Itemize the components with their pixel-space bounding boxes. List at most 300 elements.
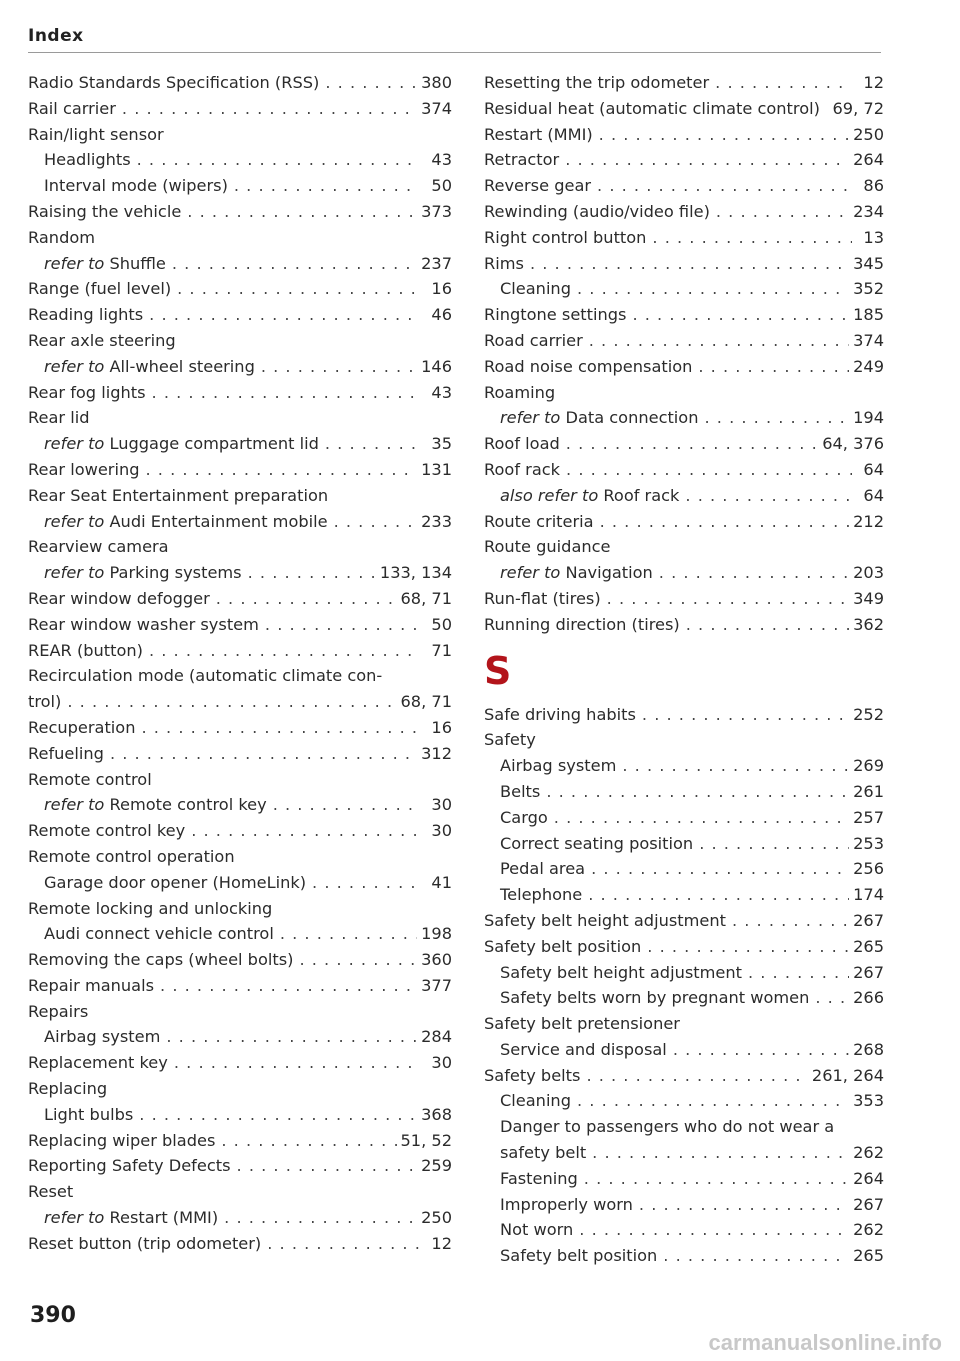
entry-text: Rear axle steering — [28, 330, 176, 350]
entry-label — [500, 805, 548, 831]
entry-label — [500, 856, 585, 882]
leader-dots — [600, 509, 850, 535]
entry-page: 185 — [853, 305, 884, 325]
leader-dots — [588, 882, 849, 908]
index-subentry — [484, 276, 884, 302]
entry-label — [44, 354, 255, 380]
entry-text: Service and disposal — [500, 1039, 667, 1059]
entry-label — [28, 1231, 261, 1257]
entry-label — [28, 328, 176, 354]
entry-page: 360 — [421, 950, 452, 970]
index-entry — [484, 96, 884, 122]
index-subentry — [484, 805, 884, 831]
entry-label — [28, 767, 152, 793]
entry-text: Navigation — [565, 563, 653, 583]
index-entry — [28, 612, 452, 638]
entry-page: 345 — [853, 253, 884, 273]
entry-text: Garage door opener (HomeLink) — [44, 872, 307, 892]
entry-page: 233 — [421, 511, 452, 531]
leader-dots — [265, 612, 420, 638]
entry-text: Run-flat (tires) — [484, 588, 601, 608]
entry-label — [484, 328, 583, 354]
entry-text: Replacing — [28, 1079, 108, 1099]
entry-text: Safety belt position — [484, 936, 642, 956]
index-entry — [28, 1076, 452, 1102]
entry-page: 41 — [431, 872, 452, 892]
index-subentry — [484, 985, 884, 1011]
leader-dots — [589, 328, 849, 354]
entry-text: Airbag system — [500, 756, 617, 776]
index-subentry — [484, 560, 884, 586]
entry-label — [500, 985, 809, 1011]
index-entry — [28, 122, 452, 148]
leader-dots — [149, 638, 420, 664]
leader-dots — [699, 831, 849, 857]
entry-text: safety belt — [500, 1143, 587, 1163]
entry-page: 353 — [853, 1091, 884, 1111]
cross-reference: refer to — [44, 1208, 105, 1228]
index-group-r — [484, 70, 884, 638]
index-entry — [484, 509, 884, 535]
index-subentry — [28, 921, 452, 947]
index-subentry — [484, 1217, 884, 1243]
entry-page: 46 — [431, 305, 452, 325]
leader-dots — [224, 1205, 417, 1231]
index-entry — [28, 844, 452, 870]
leader-dots — [732, 908, 849, 934]
leader-dots — [299, 947, 417, 973]
entry-page: 203 — [853, 563, 884, 583]
entry-page: 198 — [421, 924, 452, 944]
entry-text: Danger to passengers who do not wear a — [500, 1117, 835, 1137]
entry-label — [28, 973, 154, 999]
entry-label — [484, 1063, 580, 1089]
entry-text: Belts — [500, 781, 541, 801]
entry-page: 374 — [421, 98, 452, 118]
leader-dots — [149, 302, 420, 328]
entry-label — [44, 870, 306, 896]
index-entry — [484, 251, 884, 277]
entry-text: Rear window washer system — [28, 614, 259, 634]
entry-text: Not worn — [500, 1220, 574, 1240]
entry-text: Restart (MMI) — [484, 124, 593, 144]
index-subentry — [484, 856, 884, 882]
entry-text: Roof load — [484, 434, 560, 454]
entry-text: All-wheel steering — [109, 356, 255, 376]
entry-text: Safety belt height adjustment — [500, 962, 742, 982]
watermark: carmanualsonline.info — [708, 1330, 942, 1355]
entry-text: Remote control key — [28, 821, 186, 841]
leader-dots — [137, 147, 420, 173]
cross-reference: refer to — [44, 563, 105, 583]
page-number: 390 — [30, 1303, 76, 1328]
entry-label — [28, 380, 146, 406]
index-entry — [28, 663, 452, 689]
entry-label — [28, 302, 143, 328]
index-entry — [484, 431, 884, 457]
index-group-s — [484, 702, 884, 1270]
entry-label — [28, 483, 328, 509]
entry-text: Audi connect vehicle control — [44, 924, 274, 944]
entry-label — [44, 1205, 218, 1231]
index-entry — [28, 70, 452, 96]
entry-label — [44, 1102, 133, 1128]
entry-page: 267 — [853, 910, 884, 930]
entry-text: Safety — [484, 730, 536, 750]
entry-label — [28, 896, 272, 922]
entry-page: 174 — [853, 885, 884, 905]
entry-label — [28, 1050, 168, 1076]
entry-page: 261, 264 — [811, 1065, 884, 1085]
entry-page: 265 — [853, 936, 884, 956]
entry-text: Reading lights — [28, 305, 144, 325]
leader-dots — [565, 147, 849, 173]
entry-text: Remote control key — [109, 795, 267, 815]
index-entry — [28, 457, 452, 483]
entry-text: Remote control — [28, 769, 152, 789]
entry-page: 257 — [853, 807, 884, 827]
entry-label — [500, 1037, 667, 1063]
entry-label — [28, 638, 143, 664]
entry-label — [44, 147, 131, 173]
leader-dots — [261, 354, 417, 380]
index-entry — [28, 973, 452, 999]
entry-page: 50 — [431, 614, 452, 634]
entry-page: 69, 72 — [832, 98, 884, 118]
entry-page: 30 — [431, 795, 452, 815]
entry-label — [44, 509, 328, 535]
entry-label — [500, 831, 693, 857]
leader-dots — [141, 715, 420, 741]
entry-label — [28, 1179, 73, 1205]
entry-label — [28, 457, 140, 483]
entry-label — [28, 689, 61, 715]
entry-label — [28, 225, 95, 251]
index-entry — [484, 534, 884, 560]
entry-text: Rearview camera — [28, 537, 169, 557]
entry-page: 51, 52 — [400, 1130, 452, 1150]
entry-page: 264 — [853, 150, 884, 170]
entry-label — [28, 199, 181, 225]
index-entry — [28, 741, 452, 767]
entry-text: Correct seating position — [500, 833, 694, 853]
entry-text: Raising the vehicle — [28, 201, 182, 221]
entry-page: 30 — [431, 821, 452, 841]
entry-page: 13 — [863, 227, 884, 247]
entry-page: 266 — [853, 988, 884, 1008]
entry-label — [484, 251, 524, 277]
leader-dots — [663, 1243, 849, 1269]
index-entry — [28, 225, 452, 251]
entry-text: Range (fuel level) — [28, 279, 172, 299]
entry-label — [500, 560, 653, 586]
leader-dots — [673, 1037, 849, 1063]
entry-label — [500, 1114, 834, 1140]
index-entry — [484, 302, 884, 328]
entry-text: Removing the caps (wheel bolts) — [28, 950, 294, 970]
entry-text: Light bulbs — [44, 1104, 134, 1124]
index-entry — [28, 715, 452, 741]
entry-text: Road carrier — [484, 330, 583, 350]
leader-dots — [704, 405, 849, 431]
leader-dots — [584, 1166, 849, 1192]
leader-dots — [647, 934, 849, 960]
entry-page: 312 — [421, 743, 452, 763]
entry-page: 30 — [431, 1053, 452, 1073]
index-subentry — [484, 1037, 884, 1063]
index-column-right — [484, 70, 884, 1269]
leader-dots — [698, 354, 849, 380]
entry-text: Luggage compartment lid — [109, 434, 319, 454]
leader-dots — [146, 457, 418, 483]
leader-dots — [221, 1128, 396, 1154]
index-subentry — [484, 1088, 884, 1114]
entry-text: Residual heat (automatic climate control) — [484, 98, 820, 118]
entry-page: 50 — [431, 176, 452, 196]
index-entry — [28, 767, 452, 793]
entry-page: 252 — [853, 704, 884, 724]
leader-dots — [166, 1024, 417, 1050]
index-entry — [28, 534, 452, 560]
cross-reference: refer to — [44, 253, 105, 273]
entry-page: 212 — [853, 511, 884, 531]
entry-text: Repairs — [28, 1001, 89, 1021]
leader-dots — [248, 560, 376, 586]
index-subentry — [484, 753, 884, 779]
entry-label — [500, 753, 616, 779]
entry-page: 68, 71 — [400, 588, 452, 608]
index-entry — [484, 908, 884, 934]
entry-page: 250 — [421, 1208, 452, 1228]
index-entry — [484, 702, 884, 728]
leader-dots — [815, 985, 849, 1011]
leader-dots — [122, 96, 417, 122]
index-subentry — [484, 405, 884, 431]
index-entry — [484, 727, 884, 753]
leader-dots — [267, 1231, 420, 1257]
index-subentry — [28, 560, 452, 586]
entry-text: Fastening — [500, 1168, 578, 1188]
index-entry — [484, 586, 884, 612]
entry-label — [28, 612, 259, 638]
section-letter-s: S — [484, 648, 512, 693]
entry-text: Replacing wiper blades — [28, 1130, 216, 1150]
index-subentry — [28, 1205, 452, 1231]
entry-page: 349 — [853, 588, 884, 608]
entry-page: 35 — [431, 434, 452, 454]
leader-dots — [334, 509, 418, 535]
entry-text: Safety belts — [484, 1065, 581, 1085]
entry-label — [484, 727, 536, 753]
entry-label — [484, 702, 636, 728]
entry-label — [484, 225, 646, 251]
leader-dots — [586, 1063, 807, 1089]
leader-dots — [172, 251, 417, 277]
entry-text: Replacement key — [28, 1053, 168, 1073]
leader-dots — [642, 702, 849, 728]
index-entry — [28, 380, 452, 406]
entry-text: Safety belt position — [500, 1246, 658, 1266]
entry-label — [500, 1243, 657, 1269]
entry-label — [28, 276, 171, 302]
entry-text: Data connection — [565, 408, 699, 428]
entry-label — [28, 405, 89, 431]
entry-page: 253 — [853, 833, 884, 853]
entry-page: 234 — [853, 201, 884, 221]
entry-label — [44, 431, 319, 457]
entry-text: Rail carrier — [28, 98, 116, 118]
entry-label — [28, 947, 293, 973]
entry-label — [500, 405, 698, 431]
cross-reference: refer to — [44, 434, 105, 454]
index-entry — [484, 70, 884, 96]
entry-page: 261 — [853, 781, 884, 801]
entry-page: 237 — [421, 253, 452, 273]
entry-text: Ringtone settings — [484, 305, 627, 325]
entry-text: Roof rack — [484, 459, 561, 479]
index-entry — [28, 405, 452, 431]
entry-label — [484, 302, 626, 328]
entry-page: 64, 376 — [822, 434, 884, 454]
index-subentry — [484, 960, 884, 986]
index-subentry — [484, 779, 884, 805]
entry-label — [44, 560, 242, 586]
entry-label — [44, 173, 228, 199]
entry-text: Road noise compensation — [484, 356, 693, 376]
entry-text: Interval mode (wipers) — [44, 176, 228, 196]
index-entry — [28, 1231, 452, 1257]
cross-reference: refer to — [44, 356, 105, 376]
leader-dots — [325, 431, 420, 457]
entry-page: 377 — [421, 975, 452, 995]
index-entry — [484, 612, 884, 638]
entry-page: 256 — [853, 859, 884, 879]
entry-label — [44, 921, 274, 947]
entry-text: REAR (button) — [28, 640, 143, 660]
leader-dots — [546, 779, 849, 805]
entry-page: 352 — [853, 279, 884, 299]
entry-page: 194 — [853, 408, 884, 428]
entry-page: 265 — [853, 1246, 884, 1266]
entry-text: Reverse gear — [484, 176, 592, 196]
index-entry — [28, 1179, 452, 1205]
entry-label — [484, 908, 726, 934]
entry-text: Rear Seat Entertainment preparation — [28, 485, 329, 505]
leader-dots — [160, 973, 417, 999]
leader-dots — [554, 805, 849, 831]
entry-page: 267 — [853, 962, 884, 982]
entry-label — [500, 483, 679, 509]
index-subentry — [484, 1140, 884, 1166]
index-entry — [484, 225, 884, 251]
cross-reference: refer to — [44, 511, 105, 531]
entry-page: 269 — [853, 756, 884, 776]
entry-label — [28, 663, 382, 689]
entry-page: 262 — [853, 1143, 884, 1163]
entry-page: 131 — [421, 459, 452, 479]
index-subentry — [28, 870, 452, 896]
entry-page: 268 — [853, 1039, 884, 1059]
leader-dots — [152, 380, 420, 406]
entry-text: Right control button — [484, 227, 647, 247]
entry-text: Safety belt height adjustment — [484, 910, 726, 930]
entry-text: Reset button (trip odometer) — [28, 1233, 262, 1253]
cross-reference: refer to — [500, 408, 561, 428]
index-entry — [28, 302, 452, 328]
index-entry — [484, 934, 884, 960]
entry-label — [500, 1140, 586, 1166]
index-subentry — [484, 831, 884, 857]
entry-label — [500, 1192, 633, 1218]
entry-text: Repair manuals — [28, 975, 155, 995]
leader-dots — [652, 225, 852, 251]
entry-label — [484, 431, 560, 457]
entry-label — [28, 1153, 231, 1179]
leader-dots — [577, 276, 849, 302]
leader-dots — [632, 302, 849, 328]
cross-reference: refer to — [44, 795, 105, 815]
entry-text: Cleaning — [500, 279, 571, 299]
entry-page: 264 — [853, 1168, 884, 1188]
entry-label — [44, 792, 267, 818]
entry-text: Safe driving habits — [484, 704, 636, 724]
leader-dots — [312, 870, 420, 896]
leader-dots — [659, 560, 849, 586]
index-entry — [28, 328, 452, 354]
leader-dots — [579, 1217, 849, 1243]
entry-label — [500, 779, 540, 805]
leader-dots — [139, 1102, 417, 1128]
entry-text: trol) — [28, 692, 62, 712]
index-entry — [28, 1153, 452, 1179]
leader-dots — [592, 1140, 849, 1166]
index-entry — [484, 199, 884, 225]
index-subentry — [484, 1114, 884, 1140]
index-subentry — [28, 147, 452, 173]
entry-text: Rear window defogger — [28, 588, 210, 608]
leader-dots — [67, 689, 396, 715]
entry-label — [28, 999, 88, 1025]
entry-label — [484, 199, 710, 225]
leader-dots — [177, 276, 420, 302]
index-subentry — [484, 882, 884, 908]
entry-text: Rear lid — [28, 408, 90, 428]
entry-label — [484, 354, 692, 380]
entry-page: 64 — [863, 485, 884, 505]
entry-label — [500, 1166, 578, 1192]
entry-label — [484, 612, 680, 638]
entry-page: 267 — [853, 1194, 884, 1214]
entry-text: Rewinding (audio/video file) — [484, 201, 710, 221]
index-subentry — [28, 431, 452, 457]
entry-label — [28, 741, 104, 767]
entry-text: Headlights — [44, 150, 131, 170]
entry-label — [484, 586, 601, 612]
entry-label — [28, 715, 135, 741]
leader-dots — [716, 199, 849, 225]
entry-text: Route guidance — [484, 537, 611, 557]
index-entry — [28, 947, 452, 973]
entry-label — [484, 934, 641, 960]
index-entry — [28, 199, 452, 225]
index-subentry — [28, 1102, 452, 1128]
index-entry — [28, 896, 452, 922]
index-subentry — [28, 251, 452, 277]
index-entry — [28, 276, 452, 302]
entry-label — [484, 380, 555, 406]
cross-reference: refer to — [500, 563, 561, 583]
index-entry — [484, 354, 884, 380]
